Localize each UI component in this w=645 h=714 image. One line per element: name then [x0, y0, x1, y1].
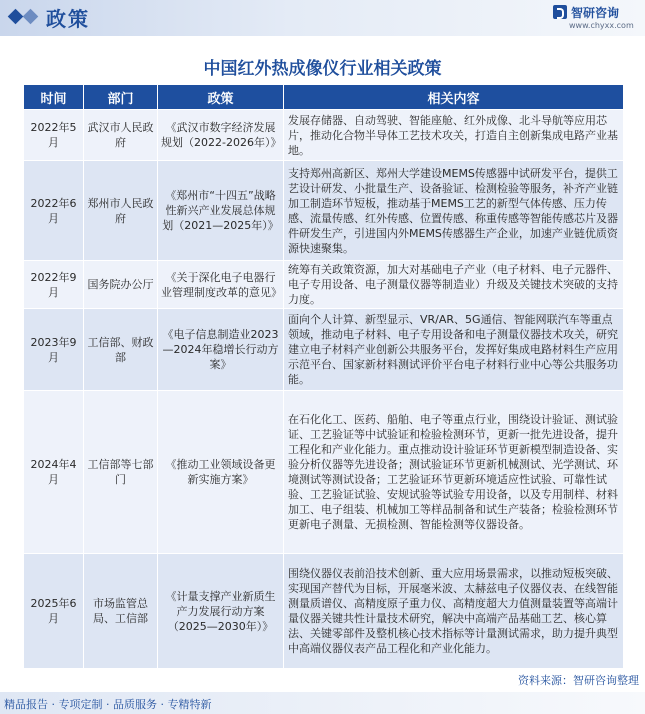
diamond-icon [8, 9, 24, 25]
cell-content: 支持郑州高新区、郑州大学建设MEMS传感器中试研发平台，提供工艺设计研发、小批量生产、设备验证、检测检验等服务，补齐产业链加工制造环节短板，推动基于MEMS工艺的新型气体传感、压力传感、流量传感、红外传感、位置传感、称重传感等智能传感芯片及器件研发生产，引进国内外MEMS传感器生产企业，加速产业链优质资源快速聚集。 [284, 161, 624, 261]
cell-policy: 《武汉市数字经济发展规划（2022-2026年）》 [158, 110, 284, 161]
cell-time: 2024年4月 [24, 391, 84, 554]
brand-name: 智研咨询 [571, 6, 620, 20]
table-title: 中国红外热成像仪行业相关政策 [203, 59, 442, 79]
diamond-icon-secondary [23, 9, 39, 25]
cell-policy: 《计量支撑产业新质生产力发展行动方案（2025—2030年）》 [158, 554, 284, 669]
cell-time: 2025年6月 [24, 554, 84, 669]
table-row [24, 261, 624, 309]
brand-url: www.chyxx.com [569, 21, 634, 30]
cell-dept: 市场监管总局、工信部 [84, 554, 158, 669]
cell-time: 2023年9月 [24, 309, 84, 391]
table-row [24, 554, 624, 669]
cell-policy: 《郑州市“十四五”战略性新兴产业发展总体规划（2021—2025年）》 [158, 161, 284, 261]
cell-policy: 《电子信息制造业2023—2024年稳增长行动方案》 [158, 309, 284, 391]
column-header-policy: 政策 [158, 85, 284, 110]
cell-dept: 工信部等七部门 [84, 391, 158, 554]
cell-time: 2022年6月 [24, 161, 84, 261]
source-note: 资料来源：智研咨询整理 [518, 674, 639, 687]
table-header-row [24, 85, 624, 110]
footer-slogan: 精品报告 · 专项定制 · 品质服务 · 专精特新 [4, 698, 212, 711]
column-header-time: 时间 [24, 85, 84, 110]
cell-policy: 《推动工业领域设备更新实施方案》 [158, 391, 284, 554]
cell-dept: 武汉市人民政府 [84, 110, 158, 161]
column-header-content: 相关内容 [284, 85, 624, 110]
section-title: 政策 [46, 7, 90, 31]
cell-dept: 郑州市人民政府 [84, 161, 158, 261]
cell-content: 发展存储器、自动驾驶、智能座舱、红外成像、北斗导航等应用芯片，推动化合物半导体工艺技术攻关，打造自主创新集成电路产业基地。 [284, 110, 624, 161]
cell-content: 统筹有关政策资源，加大对基础电子产业（电子材料、电子元器件、电子专用设备、电子测量仪器等制造业）升级及关键技术突破的支持力度。 [284, 261, 624, 309]
cell-dept: 工信部、财政部 [84, 309, 158, 391]
table-row [24, 110, 624, 161]
header-band [0, 0, 645, 36]
cell-content: 在石化化工、医药、船舶、电子等重点行业，围绕设计验证、测试验证、工艺验证等中试验证和检验检测环节，更新一批先进设备，提升工程化和产业化能力。重点推动设计验证环节更新模型制造设备、实验分析仪器等先进设备；测试验证环节更新机械测试、光学测试、环境测试等测试设备；工艺验证环节更新环境适应性试验、可靠性试验、工艺验证试验、安规试验等试验专用设备，以及专用制样、材料加工、电子组装、机械加工等样品制备和试生产装备；检验检测环节更新电子测量、无损检测、智能检测等仪器设备。 [284, 391, 624, 554]
cell-dept: 国务院办公厅 [84, 261, 158, 309]
table-row [24, 391, 624, 554]
cell-policy: 《关于深化电子电器行业管理制度改革的意见》 [158, 261, 284, 309]
cell-content: 围绕仪器仪表前沿技术创新、重大应用场景需求，以推动短板突破、实现国产替代为目标，开展毫米波、太赫兹电子仪器仪表、在线智能测量质谱仪、高精度原子重力仪、高精度超大力值测量装置等高端计量仪器关键共性计量技术研究，解决中高端产品基础工艺、核心算法、关键零部件及整机核心技术指标等计量测试需求，助力提升典型中高端仪器仪表产品工程化和产业化能力。 [284, 554, 624, 669]
cell-time: 2022年5月 [24, 110, 84, 161]
column-header-dept: 部门 [84, 85, 158, 110]
policy-table [23, 84, 624, 669]
table-row [24, 309, 624, 391]
cell-time: 2022年9月 [24, 261, 84, 309]
footer-band [0, 692, 645, 714]
cell-content: 面向个人计算、新型显示、VR/AR、5G通信、智能网联汽车等重点领域，推动电子材料、电子专用设备和电子测量仪器技术攻关，研究建立电子材料产业创新公共服务平台，发挥好集成电路材料生产应用示范平台、国家新材料测试评价平台电子材料行业中心等公共服务功能。 [284, 309, 624, 391]
table-row [24, 161, 624, 261]
brand-logo-icon [553, 5, 567, 19]
